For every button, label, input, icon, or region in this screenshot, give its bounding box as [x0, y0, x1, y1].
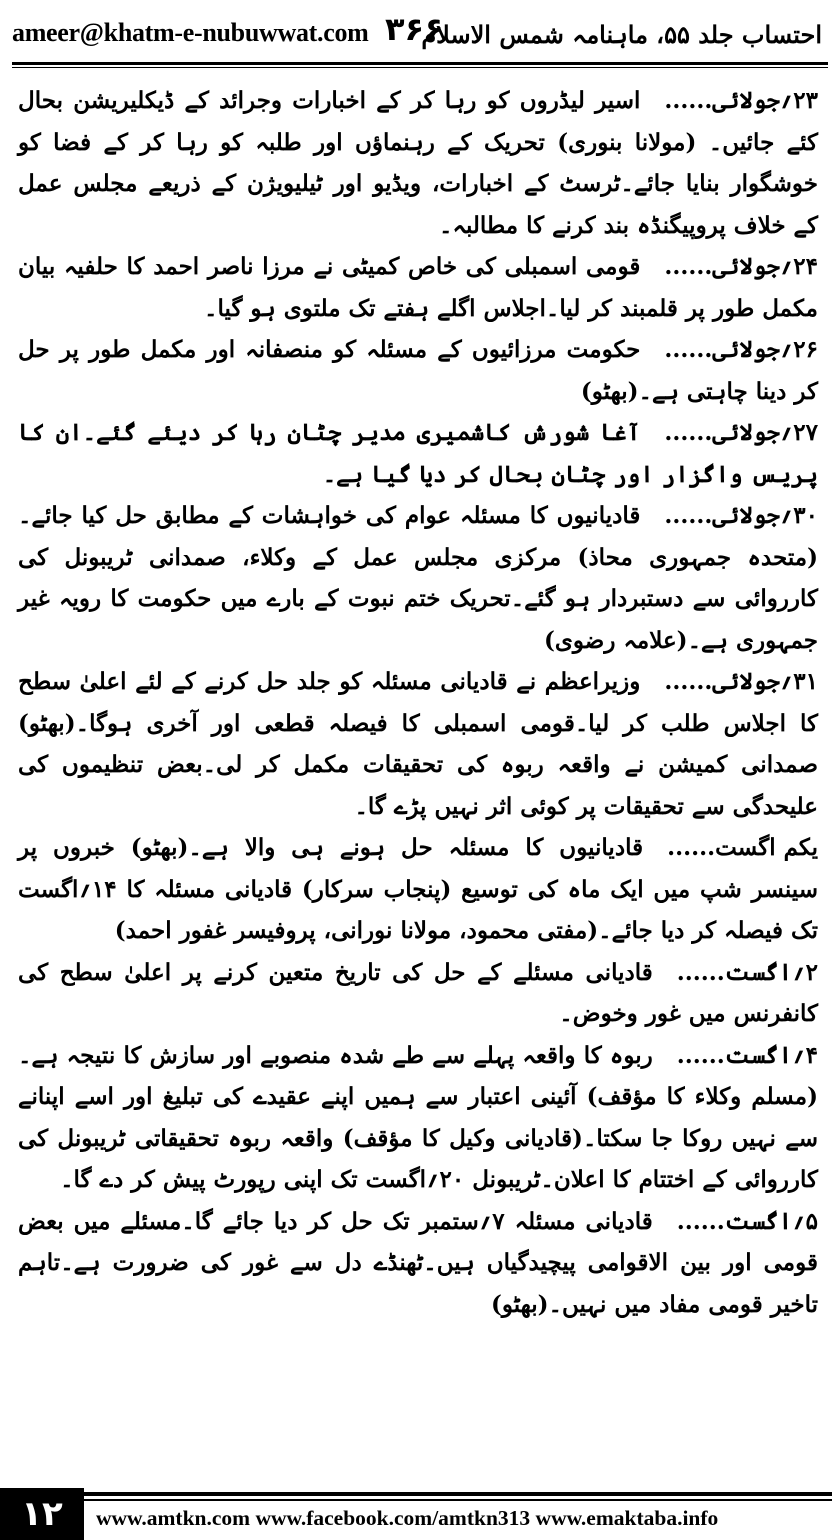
entry-date: ۲؍اگست...... — [676, 958, 818, 986]
header-email: ameer@khatm-e-nubuwwat.com — [12, 18, 369, 47]
entry-aug-5 — [18, 1201, 818, 1326]
header-rule-thin — [12, 67, 828, 68]
entry-text: قادیانی مسئلہ ۷؍ستمبر تک حل کر دیا جائے گا۔مسئلے میں بعض قومی اور بین الاقوامی پیچیدگیاں ہیں۔ٹھنڈے دل سے غور کی ضرورت ہے۔تاہم تاخیر قومی مفاد میں نہیں۔(بھٹو) — [18, 1207, 818, 1318]
entry-jul-24 — [18, 246, 818, 329]
entry-date: ۵؍اگست...... — [676, 1207, 818, 1235]
entry-jul-26 — [18, 329, 818, 412]
entry-text: ربوہ کا واقعہ پہلے سے طے شدہ منصوبے اور سازش کا نتیجہ ہے۔(مسلم وکلاء کا مؤقف) آئینی اعتبار سے ہمیں اپنے عقیدے کی تبلیغ اور اسے اپنانے سے نہیں روکا جا سکتا۔(قادیانی وکیل کا مؤقف) واقعہ ربوہ تحقیقاتی ٹریبونل کی کارروائی کے اختتام کا اعلان۔ٹریبونل ۲۰؍اگست تک اپنی رپورٹ پیش کر دے گا۔ — [18, 1041, 818, 1193]
entry-date: ۳۰؍جولائی...... — [664, 502, 818, 529]
footer-urls: www.amtkn.com www.facebook.com/amtkn313 www.emaktaba.info — [96, 1506, 719, 1530]
entry-aug-1 — [18, 827, 818, 952]
entry-text: قادیانی مسئلے کے حل کی تاریخ متعین کرنے پر اعلیٰ سطح کی کانفرنس میں غور وخوض۔ — [18, 958, 818, 1027]
entry-text: حکومت مرزائیوں کے مسئلہ کو منصفانہ اور مکمل طور پر حل کر دینا چاہتی ہے۔(بھٹو) — [18, 336, 818, 405]
header-rule — [12, 62, 828, 65]
entry-text: وزیراعظم نے قادیانی مسئلہ کو جلد حل کرنے کے لئے اعلیٰ سطح کا اجلاس طلب کر لیا۔قومی اسمبلی کا فیصلہ قطعی اور آخری ہوگا۔(بھٹو) صمدانی کمیشن نے واقعہ ربوہ کی تحقیقات مکمل کر لی۔بعض تنظیموں کی علیحدگی سے تحقیقات پر کوئی اثر نہیں پڑے گا۔ — [18, 668, 818, 820]
entry-text: قادیانیوں کا مسئلہ حل ہونے ہی والا ہے۔(بھٹو) خبروں پر سینسر شپ میں ایک ماہ کی توسیع (پنجاب سرکار) قادیانی مسئلہ کا ۱۴؍اگست تک فیصلہ کر دیا جائے۔(مفتی محمود، مولانا نورانی، پروفیسر غفور احمد) — [18, 834, 818, 944]
entry-date: ۳۱؍جولائی...... — [664, 668, 818, 695]
article-body — [18, 80, 818, 1465]
header-title: احتساب جلد ۵۵، ماہنامہ شمس الاسلام — [421, 20, 822, 49]
entry-text: آغا شورش کاشمیری مدیر چٹان رہا کر دیئے گئے۔ان کا پریس واگزار اور چٹان بحال کر دیا گیا ہے۔ — [18, 419, 818, 488]
header-page-number: ۳۶۶ — [385, 10, 444, 48]
entry-date: ۲۳؍جولائی...... — [664, 87, 818, 114]
entry-date: یکم اگست...... — [667, 834, 818, 861]
entry-date: ۲۴؍جولائی...... — [664, 253, 818, 280]
entry-jul-30 — [18, 495, 818, 661]
entry-jul-27 — [18, 412, 818, 495]
entry-text: اسیر لیڈروں کو رہا کر کے اخبارات وجرائد کے ڈیکلیریشن بحال کئے جائیں۔ (مولانا بنوری) تحریک کے رہنماؤں اور طلبہ کو رہا کر کے فضا کو خوشگوار بنایا جائے۔ٹرسٹ کے اخبارات، ویڈیو اور ٹیلیویژن کے ذریعے مجلس عمل کے خلاف پروپیگنڈہ بند کرنے کا مطالبہ۔ — [18, 87, 818, 239]
page-header — [0, 0, 840, 64]
entry-date: ۴؍اگست...... — [676, 1041, 818, 1069]
entry-date: ۲۷؍جولائی...... — [664, 419, 818, 446]
entry-date: ۲۶؍جولائی...... — [664, 336, 818, 363]
entry-aug-2 — [18, 952, 818, 1035]
entry-jul-31 — [18, 661, 818, 827]
footer-rule — [84, 1492, 832, 1496]
entry-jul-23 — [18, 80, 818, 246]
footer-rule-thin — [84, 1499, 832, 1501]
entry-text: قادیانیوں کا مسئلہ عوام کی خواہشات کے مطابق حل کیا جائے۔(متحدہ جمہوری محاذ) مرکزی مجلس عمل کے وکلاء، صمدانی ٹریبونل کی کارروائی سے دستبردار ہو گئے۔تحریک ختم نبوت کے بارے میں حکومت کا رویہ غیر جمہوری ہے۔(علامہ رضوی) — [18, 502, 818, 654]
entry-text: قومی اسمبلی کی خاص کمیٹی نے مرزا ناصر احمد کا حلفیہ بیان مکمل طور پر قلمبند کر لیا۔اجلاس اگلے ہفتے تک ملتوی ہو گیا۔ — [18, 253, 818, 322]
footer-page-number: ۱۲ — [0, 1488, 84, 1540]
entry-aug-4 — [18, 1035, 818, 1201]
